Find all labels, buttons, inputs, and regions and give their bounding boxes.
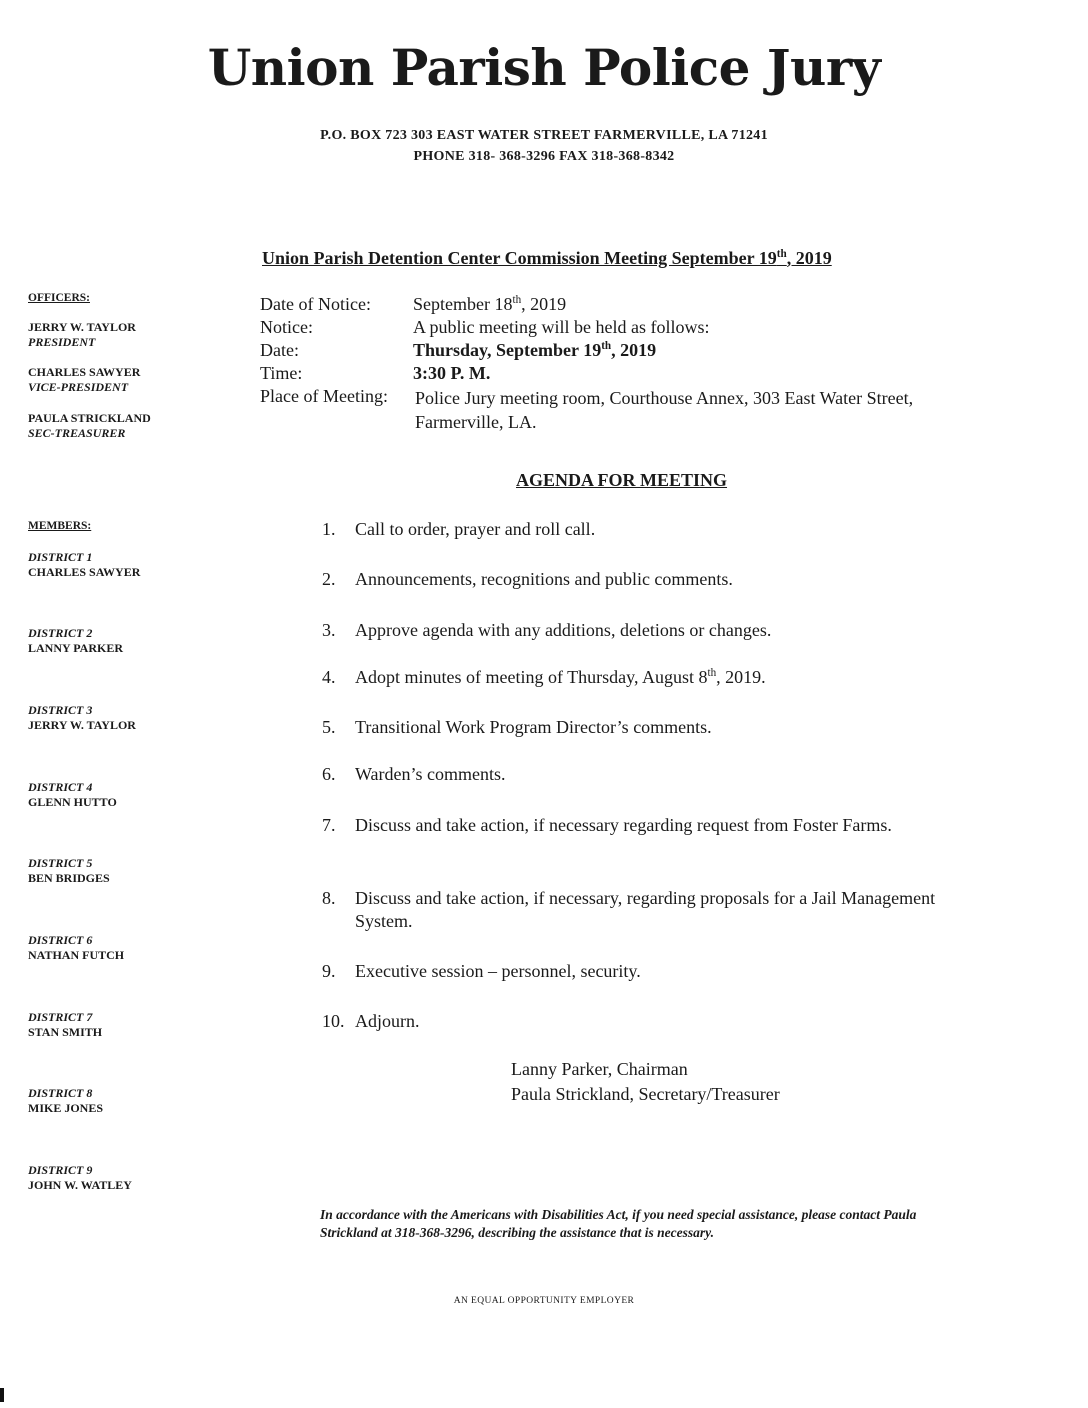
scan-edge-mark	[0, 1388, 4, 1402]
phone-line: PHONE 318- 368-3296 FAX 318-368-8342	[413, 149, 675, 164]
members-heading: MEMBERS:	[28, 520, 92, 532]
member-entry: DISTRICT 6 NATHAN FUTCH	[28, 933, 125, 962]
signature-chairman: Lanny Parker, Chairman	[511, 1059, 688, 1079]
member-entry: DISTRICT 4 GLENN HUTTO	[28, 780, 117, 809]
notice-row-date-of-notice: Date of Notice: September 18th, 2019	[260, 294, 567, 314]
notice-row-notice: Notice: A public meeting will be held as follows:	[260, 317, 710, 337]
member-entry: DISTRICT 9 JOHN W. WATLEY	[28, 1163, 132, 1192]
notice-row-time: Time: 3:30 P. M.	[260, 363, 491, 383]
address-line: P.O. BOX 723 303 EAST WATER STREET FARMERVILLE, LA 71241	[320, 128, 768, 143]
member-entry: DISTRICT 3 JERRY W. TAYLOR	[28, 703, 136, 732]
member-entry: DISTRICT 7 STAN SMITH	[28, 1010, 103, 1039]
notice-row-date: Date: Thursday, September 19th, 2019	[260, 340, 657, 360]
member-entry: DISTRICT 1 CHARLES SAWYER	[28, 550, 141, 579]
member-entry: DISTRICT 2 LANNY PARKER	[28, 626, 123, 655]
officers-heading: OFFICERS:	[28, 292, 90, 304]
signature-secretary: Paula Strickland, Secretary/Treasurer	[511, 1084, 780, 1104]
officer-entry: CHARLES SAWYER VICE-PRESIDENT	[28, 365, 141, 394]
officer-entry: PAULA STRICKLAND SEC-TREASURER	[28, 411, 151, 440]
footer-equal-opportunity: AN EQUAL OPPORTUNITY EMPLOYER	[453, 1296, 635, 1306]
member-entry: DISTRICT 5 BEN BRIDGES	[28, 856, 110, 885]
agenda-heading: AGENDA FOR MEETING	[516, 470, 728, 490]
member-entry: DISTRICT 8 MIKE JONES	[28, 1086, 104, 1115]
ada-notice: In accordance with the Americans with Disabilities Act, if you need special assistance, please contact Paula Strickland at 318-368-3296, describing the assistance that is necessary.	[320, 1207, 917, 1240]
notice-details	[260, 294, 960, 434]
officer-entry: JERRY W. TAYLOR PRESIDENT	[28, 320, 136, 349]
meeting-title: Union Parish Detention Center Commission Meeting September 19th, 2019	[262, 248, 832, 268]
notice-row-place: Place of Meeting: Police Jury meeting room, Courthouse Annex, 303 East Water Street, Farmerville, LA.	[260, 386, 914, 432]
organization-name: Union Parish Police Jury	[207, 38, 881, 97]
